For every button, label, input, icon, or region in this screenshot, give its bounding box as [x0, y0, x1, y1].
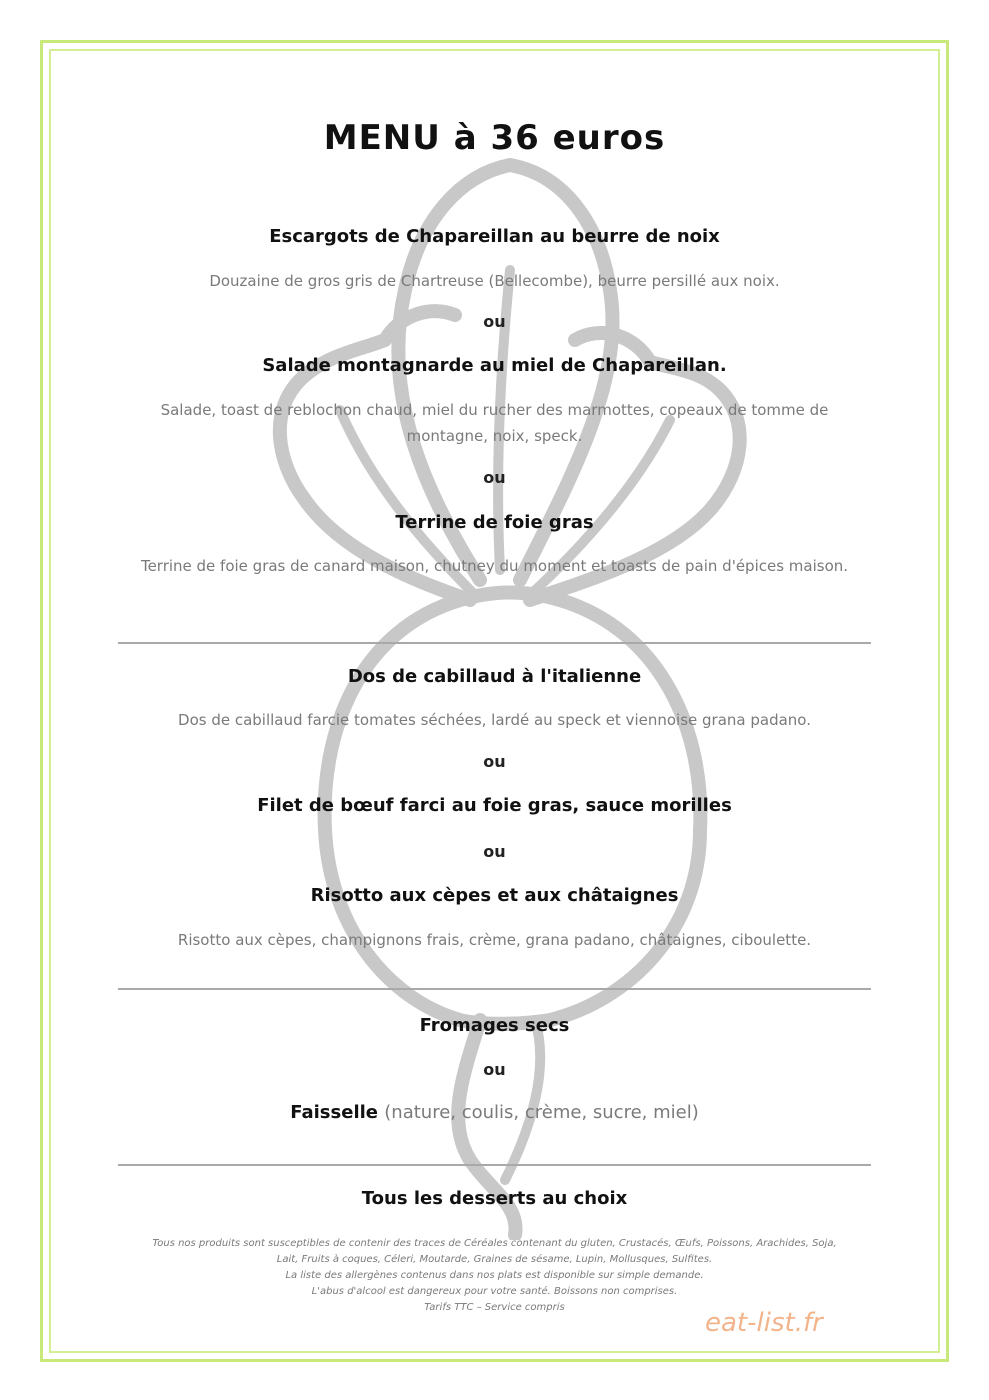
section-divider [118, 1164, 871, 1166]
desc-terrine: Terrine de foie gras de canard maison, chutney du moment et toasts de pain d'épices maison. [140, 557, 849, 575]
separator-ou: ou [483, 312, 506, 331]
dish-faisselle-note: (nature, coulis, crème, sucre, miel) [384, 1102, 699, 1123]
dish-desserts: Tous les desserts au choix [361, 1188, 628, 1209]
dish-faisselle-name: Faisselle [290, 1102, 378, 1123]
allergen-notice [110, 1236, 879, 1316]
section-divider [118, 988, 871, 990]
dish-faisselle [0, 1102, 989, 1123]
section-divider [118, 642, 871, 644]
dish-filet-boeuf: Filet de bœuf farci au foie gras, sauce morilles [257, 795, 732, 816]
menu-title: MENU à 36 euros [323, 118, 666, 158]
separator-ou: ou [483, 752, 506, 771]
separator-ou: ou [483, 468, 506, 487]
desc-risotto: Risotto aux cèpes, champignons frais, crème, grana padano, châtaignes, ciboulette. [177, 931, 812, 949]
dish-cabillaud: Dos de cabillaud à l'italienne [347, 666, 642, 687]
allergen-line: La liste des allergènes contenus dans nos plats est disponible sur simple demande. [285, 1270, 704, 1281]
allergen-line: Tous nos produits sont susceptibles de contenir des traces de Céréales contenant du gluten, Crustacés, Œufs, Poissons, Arachides, Soja, [152, 1238, 837, 1249]
dish-fromages: Fromages secs [419, 1015, 570, 1036]
desc-escargots: Douzaine de gros gris de Chartreuse (Bellecombe), beurre persillé aux noix. [209, 272, 780, 290]
dish-salade: Salade montagnarde au miel de Chapareillan. [262, 355, 727, 376]
separator-ou: ou [483, 842, 506, 861]
allergen-line: L'abus d'alcool est dangereux pour votre santé. Boissons non comprises. [311, 1286, 678, 1297]
desc-salade: Salade, toast de reblochon chaud, miel du rucher des marmottes, copeaux de tomme de montagne, noix, speck. [160, 401, 829, 445]
dish-escargots: Escargots de Chapareillan au beurre de noix [269, 226, 720, 247]
allergen-line: Tarifs TTC – Service compris [424, 1302, 565, 1313]
brand-watermark: eat-list.fr [705, 1308, 823, 1338]
dish-risotto: Risotto aux cèpes et aux châtaignes [310, 885, 679, 906]
allergen-line: Lait, Fruits à coques, Céleri, Moutarde, Graines de sésame, Lupin, Mollusques, Sulfites. [276, 1254, 713, 1265]
desc-cabillaud: Dos de cabillaud farcie tomates séchées, lardé au speck et viennoise grana padano. [178, 711, 811, 729]
separator-ou: ou [483, 1060, 506, 1079]
dish-terrine: Terrine de foie gras [395, 512, 594, 533]
